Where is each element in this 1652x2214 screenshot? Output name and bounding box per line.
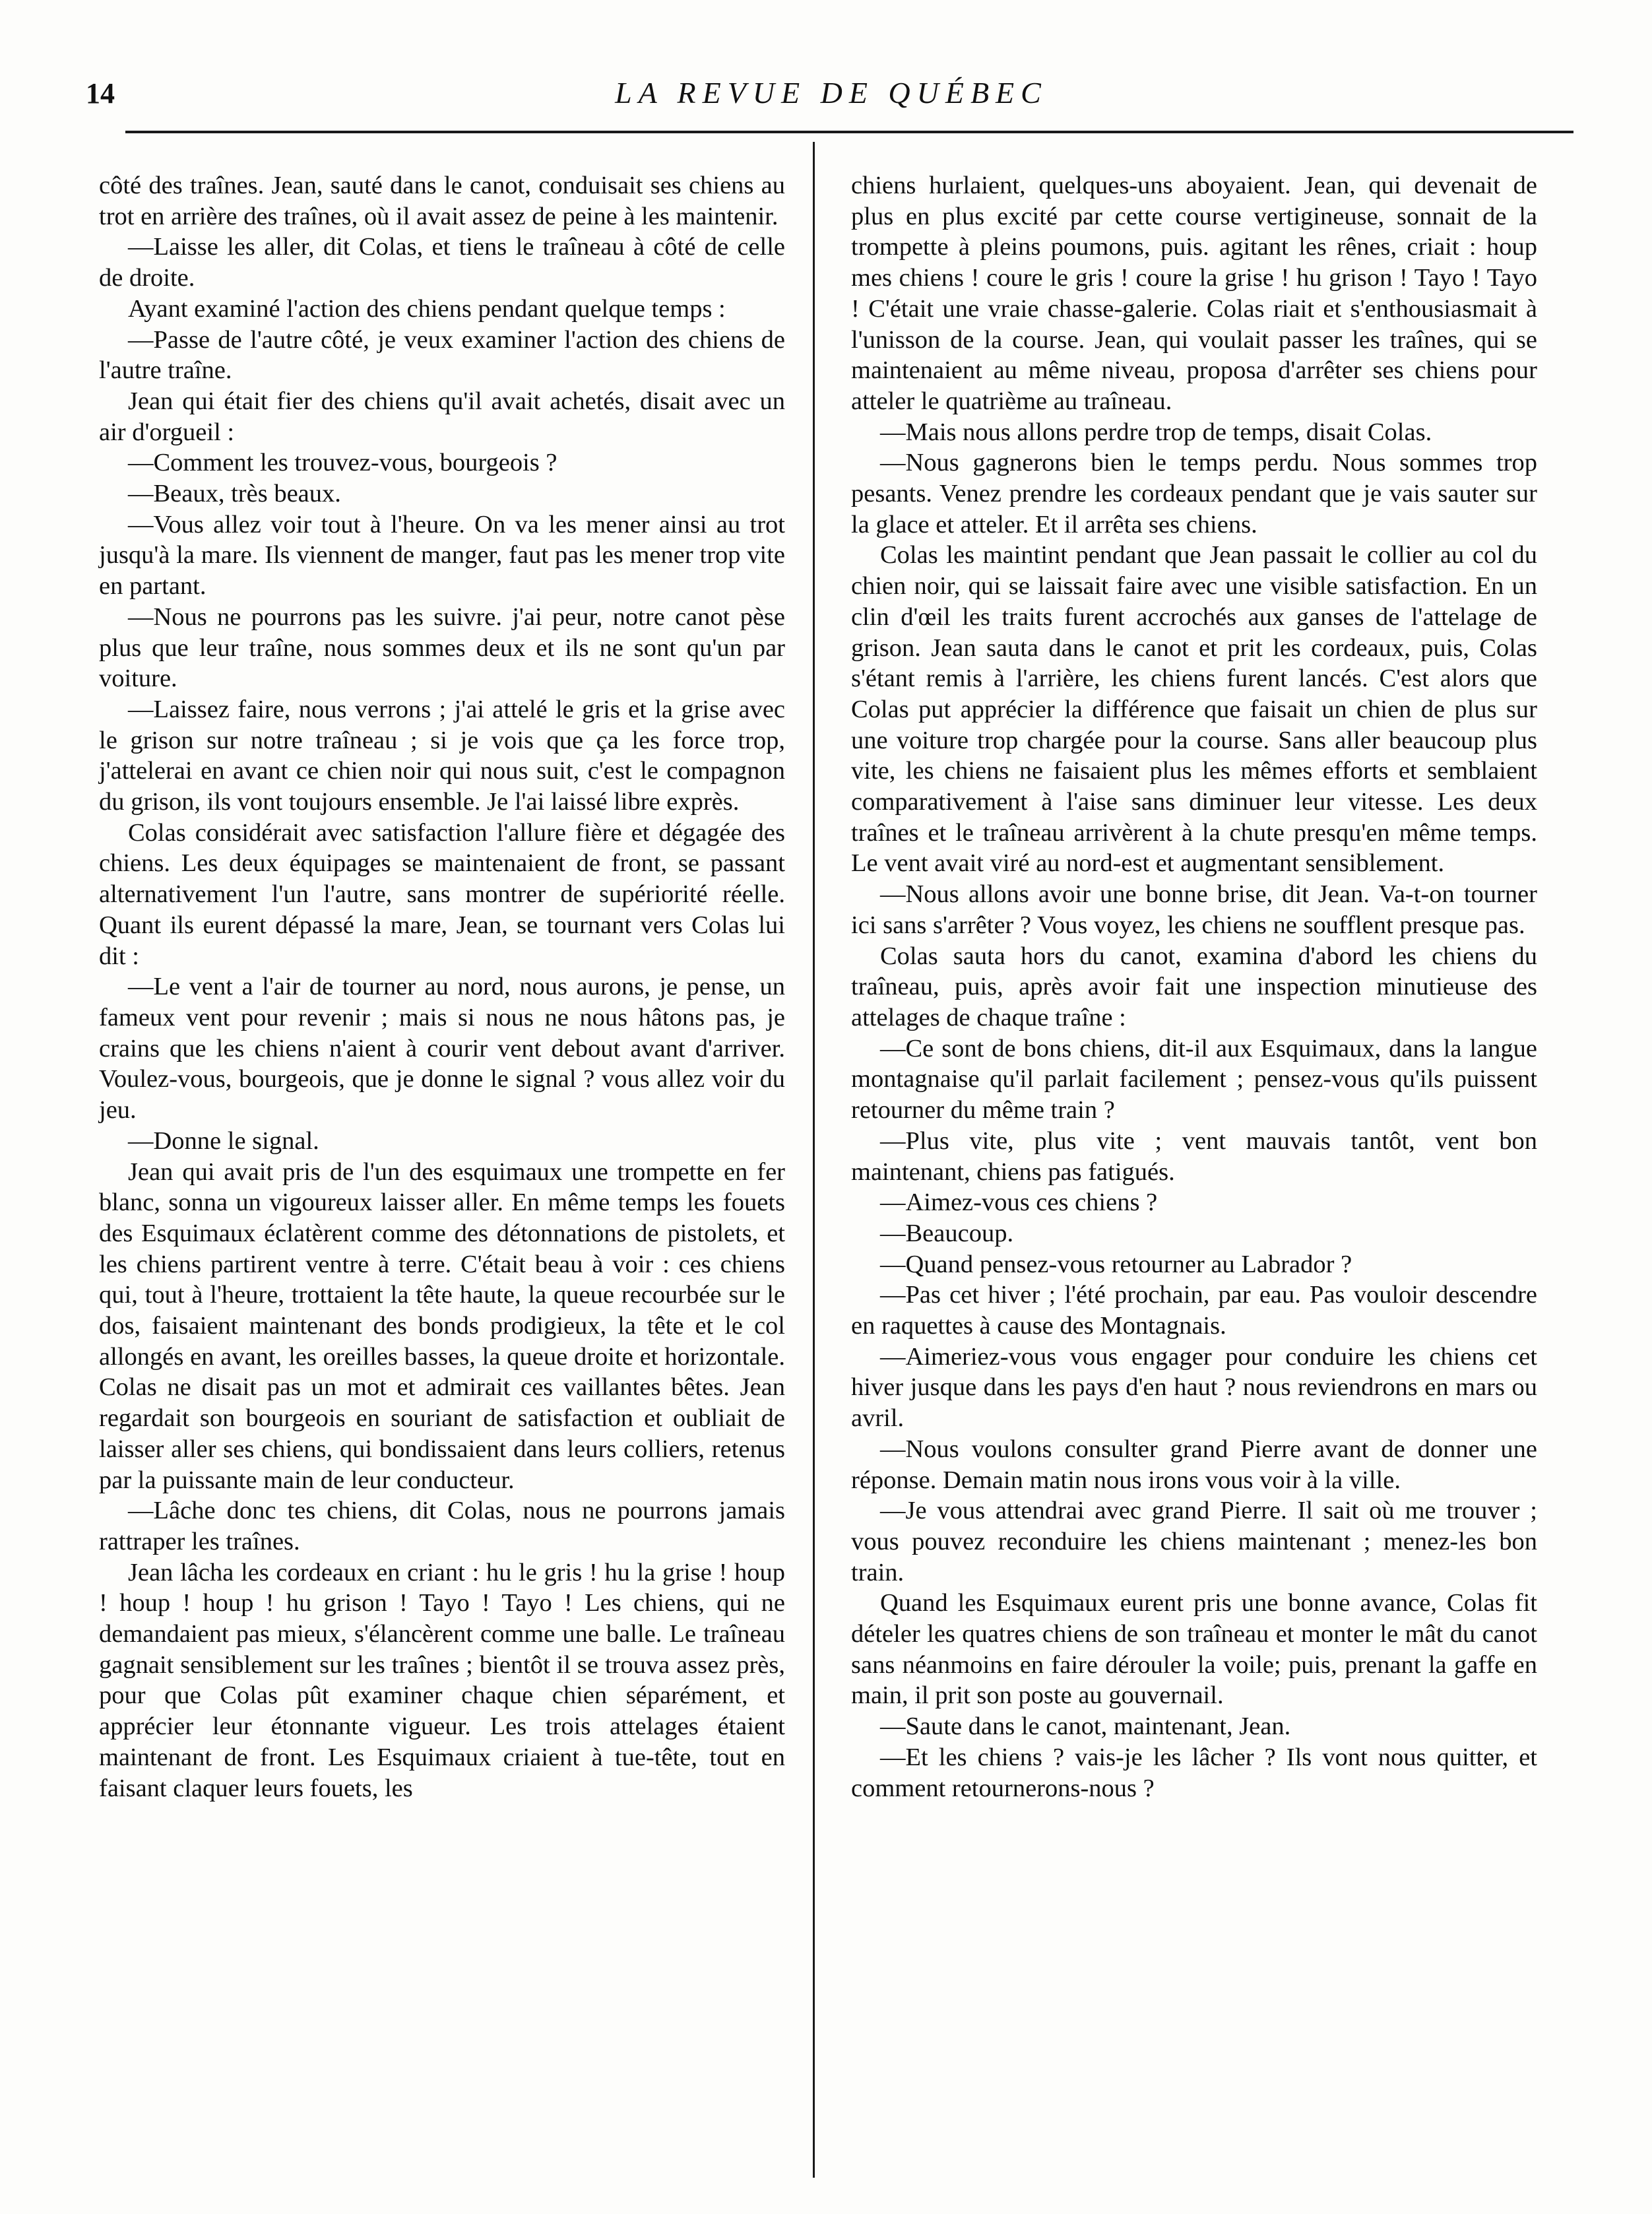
running-header xyxy=(86,73,1577,125)
paragraph: —Nous allons avoir une bonne brise, dit Jean. Va-t-on tourner ici sans s'arrêter ? Vous voyez, les chiens ne soufflent presque pas. xyxy=(851,880,1537,939)
paragraph: —Je vous attendrai avec grand Pierre. Il sait où me trouver ; vous pouvez reconduire les chiens maintenant ; menez-les bon train. xyxy=(851,1497,1537,1586)
paragraph: —Nous gagnerons bien le temps perdu. Nous sommes trop pesants. Venez prendre les cordeaux pendant que je vais sauter sur la glace et atteler. Et il arrêta ses chiens. xyxy=(851,449,1537,538)
paragraph: Colas les maintint pendant que Jean passait le collier au col du chien noir, qui se laissait faire avec une visible satisfaction. En un clin d'œil les traits furent accrochés aux ganses de l'attelage de grison. Jean sauta dans le canot et prit les cordeaux, puis, Colas s'étant remis à l'arrière, les chiens furent lancés. C'est alors que Colas put apprécier la différence que faisait un chien de plus sur une voiture trop chargée pour la course. Sans aller beaucoup plus vite, les chiens ne faisaient plus les mêmes efforts et semblaient comparativement à l'aise sans diminuer leur vitesse. Les deux traînes et le traîneau arrivèrent à la chute presqu'en même temps. Le vent avait viré au nord-est et augmentant sensiblement. xyxy=(851,541,1537,878)
paragraph: —Nous voulons consulter grand Pierre avant de donner une réponse. Demain matin nous irons vous voir à la ville. xyxy=(851,1435,1537,1494)
paragraph: Jean qui était fier des chiens qu'il avait achetés, disait avec un air d'orgueil : xyxy=(99,387,785,446)
paragraph: —Mais nous allons perdre trop de temps, disait Colas. xyxy=(880,418,1432,446)
page-number: 14 xyxy=(86,77,115,110)
left-column xyxy=(99,170,785,1804)
paragraph: —Passe de l'autre côté, je veux examiner l'action des chiens de l'autre traîne. xyxy=(99,325,785,385)
paragraph: —Beaucoup. xyxy=(880,1219,1014,1247)
header-rule xyxy=(125,131,1573,133)
column-divider xyxy=(813,142,815,2178)
paragraph: Jean qui avait pris de l'un des esquimaux une trompette en fer blanc, sonna un vigoureux laisser aller. En même temps les fouets des Esquimaux éclatèrent comme des détonnations de pistolets, et les chiens partirent ventre à terre. C'était beau à voir : ces chiens qui, tout à l'heure, trottaient la tête haute, la queue recourbée sur le dos, faisaient maintenant des bonds prodigieux, la tête et le col allongés en avant, les oreilles basses, la queue droite et horizontale. Colas ne disait pas un mot et admirait ces vaillantes bêtes. Jean regardait son bourgeois en souriant de satisfaction et oubliait de laisser aller ses chiens, qui bondissaient dans leurs colliers, retenus par la puissante main de leur conducteur. xyxy=(99,1157,785,1494)
paragraph: —Laisse les aller, dit Colas, et tiens le traîneau à côté de celle de droite. xyxy=(99,233,785,292)
paragraph: —Aimez-vous ces chiens ? xyxy=(880,1188,1158,1217)
paragraph: —Quand pensez-vous retourner au Labrador ? xyxy=(880,1250,1352,1278)
paragraph: Jean lâcha les cordeaux en criant : hu le gris ! hu la grise ! houp ! houp ! houp ! hu grison ! Tayo ! Tayo ! Les chiens, qui ne demandaient pas mieux, s'élancèrent comme une balle. Le traîneau gagnait sensiblement sur les traînes ; bientôt il se trouva assez près, pour que Colas pût examiner chaque chien séparément, et apprécier leur étonnante vigueur. Les trois attelages étaient maintenant de front. Les Esquimaux criaient à tue-tête, tout en faisant claquer leurs fouets, les xyxy=(99,1558,785,1802)
paragraph: —Et les chiens ? vais-je les lâcher ? Ils vont nous quitter, et comment retournerons-nous ? xyxy=(851,1743,1537,1802)
paragraph: côté des traînes. Jean, sauté dans le canot, conduisait ses chiens au trot en arrière des traînes, où il avait assez de peine à les maintenir. xyxy=(99,172,785,230)
paragraph: Colas sauta hors du canot, examina d'abord les chiens du traîneau, puis, après avoir fait une inspection minutieuse des attelages de chaque traîne : xyxy=(851,942,1537,1031)
paragraph: —Laissez faire, nous verrons ; j'ai attelé le gris et la grise avec le grison sur notre traîneau ; si je vois que ça les force trop, j'attelerai en avant ce chien noir qui nous suit, c'est le compagnon du grison, ils vont toujours ensemble. Je l'ai laissé libre exprès. xyxy=(99,695,785,816)
paragraph: Ayant examiné l'action des chiens pendant quelque temps : xyxy=(128,294,726,323)
paragraph: —Vous allez voir tout à l'heure. On va les mener ainsi au trot jusqu'à la mare. Ils viennent de manger, faut pas les mener trop vite en partant. xyxy=(99,510,785,601)
paragraph: —Ce sont de bons chiens, dit-il aux Esquimaux, dans la langue montagnaise qu'il parlait facilement ; pensez-vous qu'ils puissent retourner du même train ? xyxy=(851,1034,1537,1124)
paragraph: —Beaux, très beaux. xyxy=(128,480,341,508)
paragraph: —Lâche donc tes chiens, dit Colas, nous ne pourrons jamais rattraper les traînes. xyxy=(99,1497,785,1555)
paragraph: Quand les Esquimaux eurent pris une bonne avance, Colas fit dételer les quatres chiens de son traîneau et monter le mât du canot sans néanmoins en faire dérouler la voile; puis, prenant la gaffe en main, il prit son poste au gouvernail. xyxy=(851,1589,1537,1710)
right-column xyxy=(851,170,1537,1804)
paragraph: —Nous ne pourrons pas les suivre. j'ai peur, notre canot pèse plus que leur traîne, nous sommes deux et ils ne sont qu'un par voiture. xyxy=(99,602,785,693)
paragraph: —Saute dans le canot, maintenant, Jean. xyxy=(880,1712,1291,1741)
running-title: LA REVUE DE QUÉBEC xyxy=(615,76,1048,110)
paragraph: Colas considérait avec satisfaction l'allure fière et dégagée des chiens. Les deux équipages se maintenaient de front, se passant alternativement l'un l'autre, sans montrer de supériorité réelle. Quant ils eurent dépassé la mare, Jean, se tournant vers Colas lui dit : xyxy=(99,818,785,970)
paragraph: —Plus vite, plus vite ; vent mauvais tantôt, vent bon maintenant, chiens pas fatigués. xyxy=(851,1126,1537,1186)
paragraph: —Aimeriez-vous vous engager pour conduire les chiens cet hiver jusque dans les pays d'en haut ? nous reviendrons en mars ou avril. xyxy=(851,1342,1537,1433)
paragraph: —Donne le signal. xyxy=(128,1126,319,1155)
paragraph: —Le vent a l'air de tourner au nord, nous aurons, je pense, un fameux vent pour revenir ; mais si nous ne nous hâtons pas, je crains que les chiens n'aient à courir vent debout avant d'arriver. Voulez-vous, bourgeois, que je donne le signal ? vous allez voir du jeu. xyxy=(99,973,785,1124)
paragraph: —Pas cet hiver ; l'été prochain, par eau. Pas vouloir descendre en raquettes à cause des Montagnais. xyxy=(851,1281,1537,1340)
paragraph: —Comment les trouvez-vous, bourgeois ? xyxy=(128,449,557,477)
paragraph: chiens hurlaient, quelques-uns aboyaient. Jean, qui devenait de plus en plus excité par cette course vertigineuse, sonnait de la trompette à pleins poumons, puis. agitant les rênes, criait : houp mes chiens ! coure le gris ! coure la grise ! hu grison ! Tayo ! Tayo ! C'était une vraie chasse-galerie. Colas riait et s'enthousiasmait à l'unisson de la course. Jean, qui voulait passer les traînes, qui se maintenaient au même niveau, proposa d'arrêter ses chiens pour atteler le quatrième au traîneau. xyxy=(851,172,1537,415)
